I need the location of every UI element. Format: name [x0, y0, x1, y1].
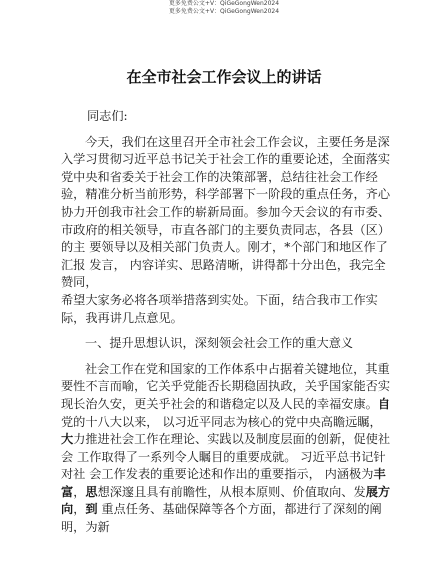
watermark-header: [0, 0, 448, 16]
bold-text: 思: [85, 484, 98, 499]
paragraph: 希望大家务必将各项举措落到实处。下面，结合我市工作实际，我再讲几点意见。: [61, 292, 378, 325]
watermark-line: 更多免费公文+V：QiGeGongWen2024: [168, 0, 280, 7]
watermark-line: 更多免费公文+V：QiGeGongWen2024: [168, 8, 280, 15]
text-run: 想深邃且具有前瞻性，从根本原则、价值取向、发: [97, 484, 366, 499]
bold-text: 丰富: [61, 467, 386, 499]
greeting: 同志们:: [87, 109, 128, 123]
document-body: [61, 108, 391, 537]
bold-text: 大: [61, 432, 74, 447]
bold-text: 自: [377, 396, 391, 411]
paragraph: [61, 361, 391, 537]
paragraph: 今天，我们在这里召开全市社会工作会议，主要任务是深入学习贯彻习近平总书记关于社会工作的重要论述，全面落实党中央和省委关于社会工作的决策部署，总结往社会工作经验，精准分析当前形势，科学部署下一阶段的重点任务，齐心协力开创我市社会工作的崭新局面。参加今天会议的有市委、市政府的相关领导，市直各部门的主要负责同志，各县（区）的主 要领导以及相关部门负责人。刚才，*个部门和地区作了汇报 发言， 内容详实、思路清晰，讲得都十分出色，我完全赞同，: [61, 134, 391, 290]
text-run: 党的十八大以来， 以习近平同志为核心的党中央高瞻远瞩，: [61, 414, 382, 429]
text-run: 力推进社会工作在理论、实践以及制度层面的创新，促使社会 工作取得了一系列令人瞩目的重要成就。 习近平总书记针对社 会工作发表的重要论述和作出的重要指示， 内涵极为: [61, 432, 391, 482]
text-run: ，: [73, 484, 86, 499]
text-run: 重点任务、基础保障等各个方面，都进行了深刻的阐明，为新: [61, 502, 382, 535]
bold-text: 到: [85, 502, 98, 517]
section-heading: 一、提升思想认识，深刻领会社会工作的重大意义: [85, 336, 354, 351]
document-title: 在全市社会工作会议上的讲话: [126, 68, 322, 86]
text-run: 社会工作在党和国家的工作体系中占据着关键地位，其重要性不言而喻，它关乎党能否长期稳固执政，关乎国家能否实现长治久安，更关乎社会的和谐稳定以及人民的幸福安康。: [61, 361, 391, 411]
bold-text: 展方向: [61, 484, 391, 517]
text-run: ，: [73, 502, 86, 517]
